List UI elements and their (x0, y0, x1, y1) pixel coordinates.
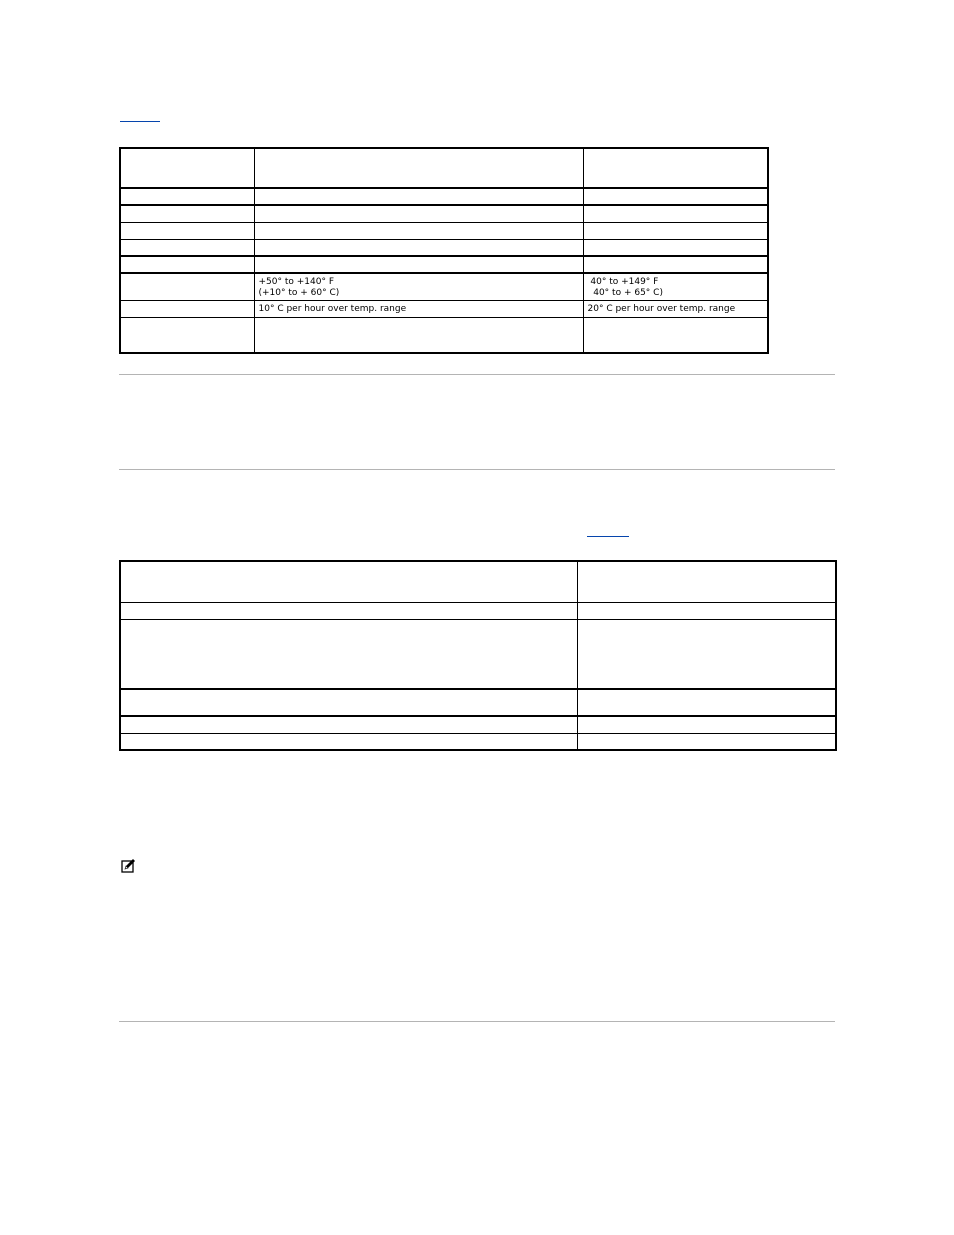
table-cell (120, 733, 577, 750)
table-row (120, 300, 768, 317)
table-row (120, 222, 768, 239)
table-cell (120, 256, 254, 273)
table-cell (254, 317, 583, 353)
table-row (120, 256, 768, 273)
table-row (120, 205, 768, 222)
table-cell (120, 317, 254, 353)
table-cell (577, 716, 836, 733)
table-row (120, 602, 836, 619)
table-cell (577, 561, 836, 602)
table-cell (577, 619, 836, 689)
table-cell (577, 689, 836, 716)
temperature-spec-table (119, 147, 769, 354)
spec-table-2 (119, 560, 837, 751)
table-row (120, 188, 768, 205)
table-cell (583, 239, 768, 256)
table-cell (120, 561, 577, 602)
table-row (120, 273, 768, 300)
table-cell (254, 188, 583, 205)
table-cell: 20° C per hour over temp. range (583, 300, 768, 317)
table-cell (583, 222, 768, 239)
table-cell (254, 256, 583, 273)
table-cell (583, 148, 768, 188)
table-cell (254, 205, 583, 222)
table-row (120, 148, 768, 188)
table-row (120, 317, 768, 353)
table-cell (120, 602, 577, 619)
table-row (120, 239, 768, 256)
table-row (120, 689, 836, 716)
table-cell (254, 222, 583, 239)
inline-link[interactable] (587, 536, 629, 537)
table-cell (254, 148, 583, 188)
table-cell (577, 733, 836, 750)
table-cell (583, 317, 768, 353)
table-cell: 40° to +149° F 40° to + 65° C) (583, 273, 768, 300)
table-cell (120, 716, 577, 733)
table-cell (583, 256, 768, 273)
section-divider (119, 469, 835, 470)
table-cell (120, 689, 577, 716)
table-cell (120, 188, 254, 205)
section-divider (119, 374, 835, 375)
table-row (120, 619, 836, 689)
table-cell (120, 300, 254, 317)
table-cell (120, 205, 254, 222)
table-cell (577, 602, 836, 619)
table-row (120, 733, 836, 750)
table-cell (254, 239, 583, 256)
section-divider (119, 1021, 835, 1022)
back-to-top-link[interactable] (120, 121, 160, 122)
table-cell (120, 619, 577, 689)
table-cell (120, 273, 254, 300)
table-row (120, 561, 836, 602)
table-cell (120, 222, 254, 239)
table-cell: 10° C per hour over temp. range (254, 300, 583, 317)
table-cell (583, 205, 768, 222)
table-cell (120, 148, 254, 188)
note-pencil-icon (121, 858, 137, 874)
table-cell (583, 188, 768, 205)
table-row (120, 716, 836, 733)
table-cell (120, 239, 254, 256)
table-cell: +50° to +140° F (+10° to + 60° C) (254, 273, 583, 300)
